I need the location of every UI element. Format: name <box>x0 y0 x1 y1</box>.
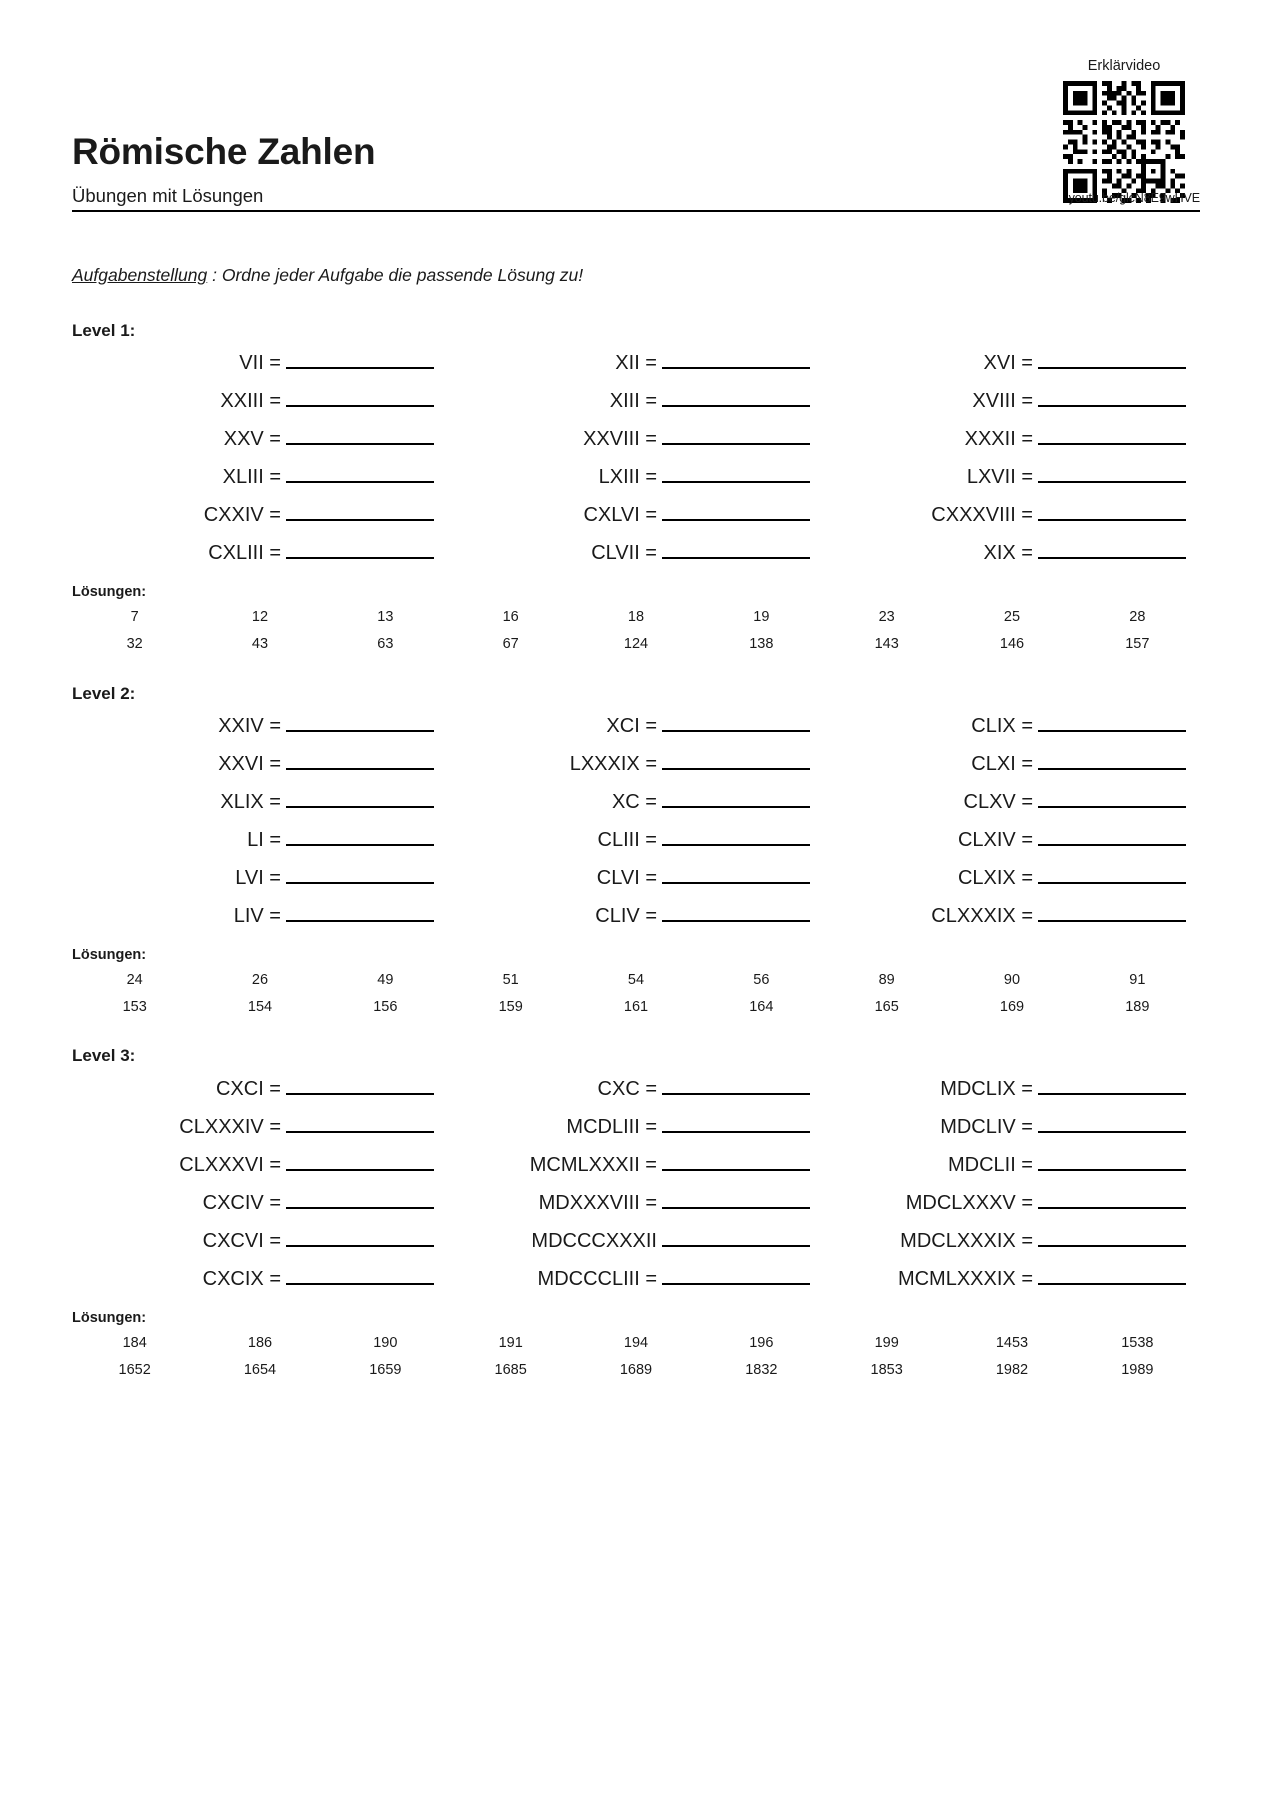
exercise-label: XXVI = <box>218 753 281 775</box>
page-header <box>72 0 1200 212</box>
exercise-row <box>448 710 824 748</box>
answer-blank[interactable] <box>286 1263 434 1285</box>
exercise-label: CXXXVIII = <box>931 504 1033 527</box>
exercise-row <box>448 537 824 575</box>
solution-value: 63 <box>377 635 394 652</box>
solution-value: 91 <box>1129 971 1146 988</box>
video-url: youtu.be/glcN8E9wHVE <box>1068 191 1200 205</box>
exercise-label: XIX = <box>983 542 1033 565</box>
solutions-row <box>72 967 1200 994</box>
level-2-exercise-grid <box>72 710 1200 938</box>
solution-value: 89 <box>878 971 895 988</box>
exercise-label: XVIII = <box>972 390 1033 413</box>
exercise-label: CXCIV = <box>202 1191 281 1214</box>
exercise-row <box>72 1073 448 1111</box>
solution-value: 190 <box>373 1334 398 1351</box>
solution-value: 13 <box>377 608 394 625</box>
level-1-solutions <box>72 583 1200 657</box>
exercise-label: XXIV = <box>218 715 281 737</box>
exercise-row <box>824 824 1200 862</box>
answer-blank[interactable] <box>1038 748 1186 770</box>
solution-value: 1689 <box>619 1361 653 1378</box>
answer-blank[interactable] <box>662 499 810 521</box>
exercise-row <box>72 824 448 862</box>
solution-value: 199 <box>874 1334 899 1351</box>
solution-value: 16 <box>502 608 519 625</box>
answer-blank[interactable] <box>286 1187 434 1209</box>
level-3-block <box>72 1046 1200 1300</box>
exercise-row <box>72 499 448 537</box>
exercise-row <box>72 710 448 748</box>
exercise-row <box>824 423 1200 461</box>
exercise-row <box>824 1111 1200 1149</box>
exercise-label: VII = <box>239 352 281 375</box>
solution-value: 138 <box>749 635 774 652</box>
solution-value: 164 <box>749 998 774 1015</box>
answer-blank[interactable] <box>1038 461 1186 483</box>
exercise-label: CLVII = <box>591 542 657 565</box>
solutions-label: Lösungen: <box>72 584 147 601</box>
solution-value: 1659 <box>369 1361 402 1378</box>
solution-value: 90 <box>1003 971 1021 988</box>
exercise-row <box>824 461 1200 499</box>
solution-value: 153 <box>122 998 147 1015</box>
exercise-row <box>824 862 1200 900</box>
instruction-line <box>72 264 1200 287</box>
exercise-row <box>824 1263 1200 1301</box>
answer-blank[interactable] <box>286 1149 434 1171</box>
exercise-row <box>72 1187 448 1225</box>
solution-value: 51 <box>502 971 519 988</box>
exercise-row <box>72 748 448 786</box>
exercise-row <box>824 1073 1200 1111</box>
answer-blank[interactable] <box>1038 1187 1186 1209</box>
exercise-label: CLIII = <box>597 829 657 851</box>
level-1-block <box>72 321 1200 575</box>
solution-value: 124 <box>623 635 649 652</box>
exercise-row <box>824 900 1200 938</box>
solutions-row <box>72 631 1200 658</box>
exercise-row <box>448 385 824 423</box>
answer-blank[interactable] <box>1038 499 1186 521</box>
exercise-label: XII = <box>615 352 657 375</box>
exercise-label: XXXII = <box>964 428 1033 451</box>
answer-blank[interactable] <box>1038 710 1186 732</box>
exercise-row <box>448 1149 824 1187</box>
exercise-label: MDCLXXXV = <box>905 1191 1033 1214</box>
exercise-row <box>448 862 824 900</box>
answer-blank[interactable] <box>286 1073 434 1095</box>
level-2-solutions <box>72 946 1200 1020</box>
exercise-row <box>448 499 824 537</box>
solution-value: 156 <box>373 998 398 1015</box>
exercise-column <box>824 710 1200 938</box>
exercise-label: CXLVI = <box>583 504 657 527</box>
exercise-label: CXC = <box>597 1077 657 1100</box>
answer-blank[interactable] <box>662 824 810 846</box>
exercise-label: MDCCCLIII = <box>537 1267 657 1290</box>
solution-value: 194 <box>623 1334 649 1351</box>
exercise-row <box>72 900 448 938</box>
answer-blank[interactable] <box>662 347 810 369</box>
exercise-label: XLIX = <box>220 791 281 813</box>
answer-blank[interactable] <box>1038 862 1186 884</box>
exercise-row <box>824 710 1200 748</box>
exercise-column <box>448 710 824 938</box>
exercise-row <box>824 499 1200 537</box>
exercise-column <box>824 1073 1200 1301</box>
exercise-label: CXCI = <box>215 1077 281 1100</box>
answer-blank[interactable] <box>286 1225 434 1247</box>
exercise-row <box>448 786 824 824</box>
exercise-label: CLXXXIX = <box>931 905 1033 927</box>
exercise-label: CXXIV = <box>203 504 281 527</box>
page-title: Römische Zahlen <box>72 131 376 172</box>
answer-blank[interactable] <box>1038 1149 1186 1171</box>
solution-value: 1685 <box>494 1361 527 1378</box>
answer-blank[interactable] <box>1038 1073 1186 1095</box>
exercise-column <box>824 347 1200 575</box>
instruction-rest: : Ordne jeder Aufgabe die passende Lösung zu! <box>207 265 584 285</box>
exercise-label: MDXXXVIII = <box>538 1191 657 1214</box>
exercise-row <box>72 385 448 423</box>
instruction-lead: Aufgabenstellung <box>72 265 208 285</box>
solution-value: 43 <box>251 635 269 652</box>
level-3-exercise-grid <box>72 1073 1200 1301</box>
solution-value: 169 <box>999 998 1025 1015</box>
exercise-row <box>448 824 824 862</box>
exercise-row <box>72 1225 448 1263</box>
solutions-row <box>72 604 1200 631</box>
answer-blank[interactable] <box>286 537 434 559</box>
exercise-label: XC = <box>611 791 657 813</box>
answer-blank[interactable] <box>1038 824 1186 846</box>
answer-blank[interactable] <box>1038 385 1186 407</box>
answer-blank[interactable] <box>286 862 434 884</box>
exercise-row <box>448 1111 824 1149</box>
level-3-title: Level 3: <box>72 1046 136 1066</box>
exercise-row <box>448 1263 824 1301</box>
answer-blank[interactable] <box>662 1111 810 1133</box>
answer-blank[interactable] <box>286 786 434 808</box>
exercise-label: LVI = <box>235 867 281 889</box>
exercise-label: XIII = <box>609 390 657 413</box>
exercise-row <box>824 1225 1200 1263</box>
solution-value: 159 <box>498 998 523 1015</box>
exercise-row <box>72 1263 448 1301</box>
solution-value: 157 <box>1125 635 1150 652</box>
answer-blank[interactable] <box>286 461 434 483</box>
exercise-label: XCI = <box>606 715 657 737</box>
answer-blank[interactable] <box>662 1225 810 1247</box>
answer-blank[interactable] <box>1038 1263 1186 1285</box>
answer-blank[interactable] <box>286 347 434 369</box>
exercise-row <box>448 461 824 499</box>
answer-blank[interactable] <box>662 748 810 770</box>
exercise-row <box>72 1111 448 1149</box>
solution-value: 12 <box>251 608 269 625</box>
exercise-row <box>72 862 448 900</box>
exercise-label: MCMLXXXII = <box>529 1153 657 1176</box>
answer-blank[interactable] <box>286 1111 434 1133</box>
exercise-label: LIV = <box>233 905 281 927</box>
solution-value: 184 <box>122 1334 147 1351</box>
exercise-label: MDCLXXXIX = <box>900 1229 1033 1252</box>
solution-value: 28 <box>1129 608 1146 625</box>
exercise-label: LI = <box>247 829 281 851</box>
exercise-label: XXVIII = <box>583 428 657 451</box>
exercise-label: MDCCCXXXII <box>531 1229 657 1252</box>
answer-blank[interactable] <box>662 786 810 808</box>
exercise-label: MCMLXXXIX = <box>897 1267 1033 1290</box>
exercise-column <box>448 347 824 575</box>
solution-value: 54 <box>627 971 645 988</box>
solution-value: 23 <box>878 608 895 625</box>
solution-value: 19 <box>753 608 770 625</box>
solutions-row <box>72 1357 1200 1384</box>
exercise-label: CXCIX = <box>202 1267 281 1290</box>
exercise-row <box>448 1073 824 1111</box>
solution-value: 26 <box>251 971 269 988</box>
exercise-label: LXXXIX = <box>569 753 657 775</box>
level-3-solutions <box>72 1309 1200 1383</box>
exercise-label: CLIX = <box>971 715 1033 737</box>
exercise-row <box>824 537 1200 575</box>
level-2-title: Level 2: <box>72 683 136 703</box>
exercise-label: MDCLII = <box>947 1153 1033 1176</box>
solutions-row <box>72 1330 1200 1357</box>
exercise-column <box>72 1073 448 1301</box>
solution-value: 1989 <box>1121 1361 1154 1378</box>
solution-value: 154 <box>247 998 273 1015</box>
answer-blank[interactable] <box>286 499 434 521</box>
exercise-label: CLXIX = <box>957 867 1033 889</box>
solution-value: 49 <box>377 971 394 988</box>
solution-value: 1453 <box>995 1334 1029 1351</box>
exercise-label: CXCVI = <box>202 1229 281 1252</box>
solution-value: 186 <box>247 1334 273 1351</box>
level-2-block <box>72 684 1200 938</box>
solution-value: 32 <box>126 635 143 652</box>
exercise-row <box>72 347 448 385</box>
answer-blank[interactable] <box>662 862 810 884</box>
exercise-row <box>824 1149 1200 1187</box>
exercise-row <box>824 786 1200 824</box>
answer-blank[interactable] <box>662 1073 810 1095</box>
answer-blank[interactable] <box>662 385 810 407</box>
solution-value: 1853 <box>870 1361 903 1378</box>
answer-blank[interactable] <box>1038 347 1186 369</box>
exercise-column <box>72 347 448 575</box>
solution-value: 67 <box>502 635 519 652</box>
exercise-label: MDCLIX = <box>940 1077 1033 1100</box>
exercise-row <box>824 385 1200 423</box>
exercise-label: CLXIV = <box>957 829 1033 851</box>
exercise-label: CLXXXIV = <box>179 1115 281 1138</box>
exercise-label: XXV = <box>223 428 281 451</box>
answer-blank[interactable] <box>662 1263 810 1285</box>
exercise-row <box>72 1149 448 1187</box>
solutions-row <box>72 994 1200 1021</box>
exercise-row <box>448 1225 824 1263</box>
level-1-title: Level 1: <box>72 320 136 340</box>
solutions-label: Lösungen: <box>72 947 147 963</box>
exercise-label: CLVI = <box>596 867 657 889</box>
answer-blank[interactable] <box>1038 1225 1186 1247</box>
page-subtitle: Übungen mit Lösungen <box>72 184 264 206</box>
solution-value: 7 <box>130 608 139 625</box>
answer-blank[interactable] <box>1038 423 1186 445</box>
solutions-label: Lösungen: <box>72 1309 147 1326</box>
solution-value: 161 <box>623 998 649 1015</box>
exercise-row <box>72 537 448 575</box>
exercise-row <box>824 748 1200 786</box>
solution-value: 1538 <box>1121 1334 1154 1351</box>
exercise-label: CXLIII = <box>208 542 281 565</box>
answer-blank[interactable] <box>286 824 434 846</box>
solution-value: 146 <box>999 635 1025 652</box>
exercise-label: MDCLIV = <box>940 1115 1033 1138</box>
answer-blank[interactable] <box>1038 537 1186 559</box>
answer-blank[interactable] <box>662 710 810 732</box>
qr-caption: Erklärvideo <box>1087 58 1161 74</box>
solution-value: 189 <box>1125 998 1150 1015</box>
solution-value: 196 <box>749 1334 774 1351</box>
solution-value: 18 <box>627 608 645 625</box>
exercise-label: XXIII = <box>220 390 281 413</box>
exercise-label: CLXV = <box>963 791 1033 813</box>
solution-value: 165 <box>874 998 899 1015</box>
answer-blank[interactable] <box>662 423 810 445</box>
solution-value: 25 <box>1003 608 1021 625</box>
exercise-label: CLIV = <box>595 905 657 927</box>
exercise-column <box>448 1073 824 1301</box>
solution-value: 24 <box>126 971 143 988</box>
answer-blank[interactable] <box>662 1187 810 1209</box>
answer-blank[interactable] <box>286 385 434 407</box>
answer-blank[interactable] <box>1038 1111 1186 1133</box>
exercise-label: CLXI = <box>971 753 1033 775</box>
solution-value: 1982 <box>995 1361 1029 1378</box>
exercise-row <box>72 461 448 499</box>
exercise-label: MCDLIII = <box>566 1115 657 1138</box>
solution-value: 191 <box>498 1334 523 1351</box>
exercise-column <box>72 710 448 938</box>
qr-code-block <box>1048 58 1200 203</box>
exercise-row <box>448 1187 824 1225</box>
exercise-label: XLIII = <box>222 466 281 489</box>
exercise-row <box>72 786 448 824</box>
answer-blank[interactable] <box>1038 900 1186 922</box>
answer-blank[interactable] <box>286 748 434 770</box>
exercise-row <box>448 423 824 461</box>
exercise-label: LXIII = <box>598 466 657 489</box>
exercise-label: XVI = <box>983 352 1033 375</box>
solution-value: 1652 <box>118 1361 151 1378</box>
answer-blank[interactable] <box>662 900 810 922</box>
answer-blank[interactable] <box>286 900 434 922</box>
exercise-row <box>448 347 824 385</box>
answer-blank[interactable] <box>662 1149 810 1171</box>
exercise-row <box>448 748 824 786</box>
level-1-exercise-grid <box>72 347 1200 575</box>
subtitle-rule <box>72 185 1200 212</box>
answer-blank[interactable] <box>286 710 434 732</box>
exercise-row <box>824 1187 1200 1225</box>
answer-blank[interactable] <box>286 423 434 445</box>
answer-blank[interactable] <box>662 461 810 483</box>
answer-blank[interactable] <box>662 537 810 559</box>
solution-value: 56 <box>753 971 770 988</box>
exercise-row <box>824 347 1200 385</box>
solution-value: 1654 <box>243 1361 277 1378</box>
exercise-row <box>72 423 448 461</box>
answer-blank[interactable] <box>1038 786 1186 808</box>
solution-value: 143 <box>874 635 899 652</box>
exercise-label: CLXXXVI = <box>179 1153 281 1176</box>
exercise-label: LXVII = <box>966 466 1033 489</box>
exercise-row <box>448 900 824 938</box>
solution-value: 1832 <box>745 1361 778 1378</box>
